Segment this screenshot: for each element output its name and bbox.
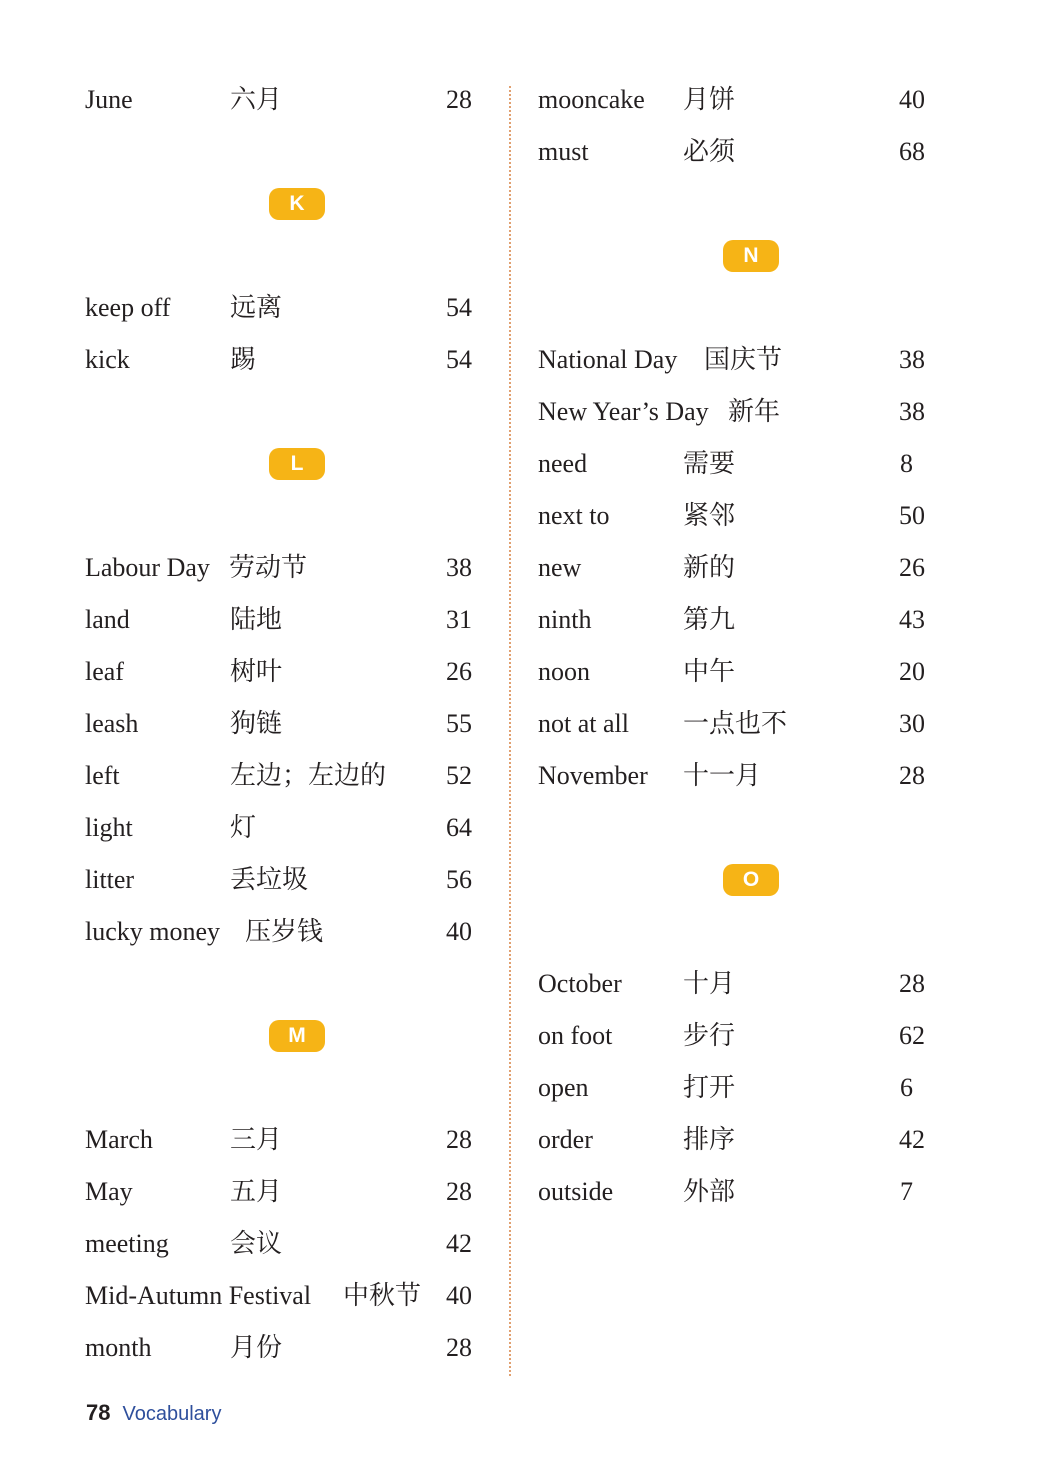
vocab-entry (538, 1010, 933, 1062)
vocab-word: new (538, 553, 582, 582)
vocab-page-number: 26 (899, 553, 925, 582)
vocab-translation: 国庆节 (704, 345, 783, 374)
vocab-entry (85, 802, 480, 854)
vocab-page-number: 54 (446, 293, 472, 322)
letter-heading-l (85, 438, 480, 490)
vocab-page-number: 20 (899, 657, 925, 686)
vocab-translation: 第九 (683, 605, 736, 634)
vocab-word: next to (538, 501, 610, 530)
vocab-page-number: 64 (446, 813, 472, 842)
vocab-entry (85, 1218, 480, 1270)
letter-badge: M (269, 1020, 325, 1052)
vocab-word: New Year’s Day (538, 397, 709, 426)
vocab-entry (85, 594, 480, 646)
vocab-translation: 压岁钱 (245, 917, 324, 946)
vocab-word: need (538, 449, 588, 478)
vocab-entry (538, 334, 933, 386)
vocab-word: not at all (538, 709, 629, 738)
vocab-word: light (85, 813, 133, 842)
vocab-page-number: 43 (899, 605, 925, 634)
vocab-page-number: 26 (446, 657, 472, 686)
vocab-entry (538, 698, 933, 750)
vocab-page-number: 62 (899, 1021, 925, 1050)
vocab-page-number: 31 (446, 605, 472, 634)
vocab-page-number: 40 (446, 1281, 472, 1310)
vocab-entry (538, 126, 933, 178)
vocab-word: kick (85, 345, 130, 374)
vocab-word: on foot (538, 1021, 613, 1050)
vocab-word: mooncake (538, 85, 645, 114)
vocab-page-number: 28 (446, 1177, 472, 1206)
vocab-word: left (85, 761, 120, 790)
vocab-entry (538, 594, 933, 646)
vocab-translation: 排序 (683, 1125, 736, 1154)
vocab-word: Labour Day (85, 553, 210, 582)
vocab-page-number: 6 (900, 1073, 913, 1102)
vocab-word: open (538, 1073, 589, 1102)
vocab-word: leaf (85, 657, 124, 686)
vocab-translation: 会议 (230, 1229, 283, 1258)
vocab-entry (85, 1166, 480, 1218)
vocab-entry (85, 1322, 480, 1374)
vocab-word: ninth (538, 605, 592, 634)
column-divider (509, 86, 511, 1376)
vocab-translation: 左边；左边的 (230, 761, 387, 790)
vocab-page-number: 40 (446, 917, 472, 946)
vocab-entry (538, 958, 933, 1010)
vocab-translation: 打开 (683, 1073, 736, 1102)
vocab-translation: 劳动节 (229, 553, 308, 582)
vocab-translation: 狗链 (230, 709, 283, 738)
vocab-page-number: 28 (446, 1125, 472, 1154)
letter-heading-n (538, 230, 933, 282)
vocab-word: October (538, 969, 622, 998)
vocab-entry (85, 334, 480, 386)
vocab-word: land (85, 605, 130, 634)
vocab-page-number: 52 (446, 761, 472, 790)
letter-badge: K (269, 188, 325, 220)
vocab-entry (538, 490, 933, 542)
vocab-entry (85, 750, 480, 802)
vocab-page-number: 38 (899, 345, 925, 374)
vocab-entry (85, 74, 480, 126)
page-footer (86, 1400, 221, 1436)
vocab-translation: 灯 (230, 813, 257, 842)
vocab-translation: 中午 (683, 657, 736, 686)
vocab-page-number: 28 (899, 969, 925, 998)
vocab-translation: 十月 (683, 969, 736, 998)
vocab-word: meeting (85, 1229, 169, 1258)
vocab-entry (538, 438, 933, 490)
letter-badge: O (723, 864, 779, 896)
vocab-translation: 一点也不 (683, 709, 788, 738)
vocab-translation: 新年 (728, 397, 781, 426)
vocab-page-number: 38 (899, 397, 925, 426)
letter-badge: L (269, 448, 325, 480)
vocab-entry (538, 1166, 933, 1218)
vocab-entry (538, 386, 933, 438)
vocab-translation: 外部 (683, 1177, 736, 1206)
vocab-page-number: 28 (899, 761, 925, 790)
vocab-entry (538, 646, 933, 698)
vocab-entry (538, 750, 933, 802)
vocab-word: November (538, 761, 648, 790)
vocab-translation: 三月 (230, 1125, 283, 1154)
vocab-translation: 踢 (230, 345, 257, 374)
vocab-word: lucky money (85, 917, 221, 946)
vocab-entry (538, 1114, 933, 1166)
vocab-page-number: 8 (900, 449, 913, 478)
vocab-translation: 紧邻 (683, 501, 736, 530)
vocab-translation: 需要 (683, 449, 736, 478)
page-number: 78 (86, 1400, 111, 1425)
vocab-translation: 十一月 (683, 761, 762, 790)
vocab-entry (538, 542, 933, 594)
vocab-translation: 新的 (683, 553, 736, 582)
vocab-translation: 树叶 (230, 657, 283, 686)
vocab-page-number: 28 (446, 85, 472, 114)
vocab-entry (85, 1270, 480, 1322)
letter-heading-m (85, 1010, 480, 1062)
vocab-word: keep off (85, 293, 171, 322)
vocab-word: litter (85, 865, 135, 894)
section-title: Vocabulary (122, 1403, 222, 1425)
vocab-entry (538, 74, 933, 126)
vocab-entry (85, 646, 480, 698)
vocab-word: noon (538, 657, 590, 686)
vocab-translation: 五月 (230, 1177, 283, 1206)
vocab-word: order (538, 1125, 593, 1154)
vocab-page-number: 54 (446, 345, 472, 374)
vocab-page-number: 55 (446, 709, 472, 738)
vocab-page-number: 56 (446, 865, 472, 894)
letter-heading-k (85, 178, 480, 230)
letter-badge: N (723, 240, 779, 272)
vocab-page-number: 40 (899, 85, 925, 114)
vocab-page-number: 42 (446, 1229, 472, 1258)
vocab-entry (85, 906, 480, 958)
vocab-page-number: 68 (899, 137, 925, 166)
vocab-translation: 月份 (230, 1333, 283, 1362)
vocab-translation: 步行 (683, 1021, 736, 1050)
vocab-translation: 陆地 (230, 605, 283, 634)
vocab-page-number: 30 (899, 709, 925, 738)
vocab-word: leash (85, 709, 139, 738)
vocab-entry (85, 542, 480, 594)
vocab-entry (85, 854, 480, 906)
vocab-word: May (85, 1177, 133, 1206)
vocab-translation: 六月 (230, 85, 283, 114)
vocab-page-number: 50 (899, 501, 925, 530)
vocab-word: Mid-Autumn Festival (85, 1281, 312, 1310)
vocab-entry (85, 1114, 480, 1166)
vocab-word: month (85, 1333, 152, 1362)
vocab-page-number: 42 (899, 1125, 925, 1154)
vocab-word: June (85, 85, 133, 114)
vocab-word: National Day (538, 345, 678, 374)
vocab-translation: 中秋节 (343, 1281, 422, 1310)
vocab-translation: 月饼 (683, 85, 736, 114)
vocab-word: March (85, 1125, 153, 1154)
vocab-entry (85, 698, 480, 750)
vocab-translation: 必须 (683, 137, 736, 166)
vocab-translation: 丢垃圾 (230, 865, 309, 894)
vocab-page-number: 28 (446, 1333, 472, 1362)
vocab-entry (538, 1062, 933, 1114)
vocab-word: outside (538, 1177, 614, 1206)
vocab-entry (85, 282, 480, 334)
letter-heading-o (538, 854, 933, 906)
vocab-translation: 远离 (230, 293, 283, 322)
vocab-word: must (538, 137, 589, 166)
vocab-page-number: 7 (900, 1177, 913, 1206)
vocab-page-number: 38 (446, 553, 472, 582)
